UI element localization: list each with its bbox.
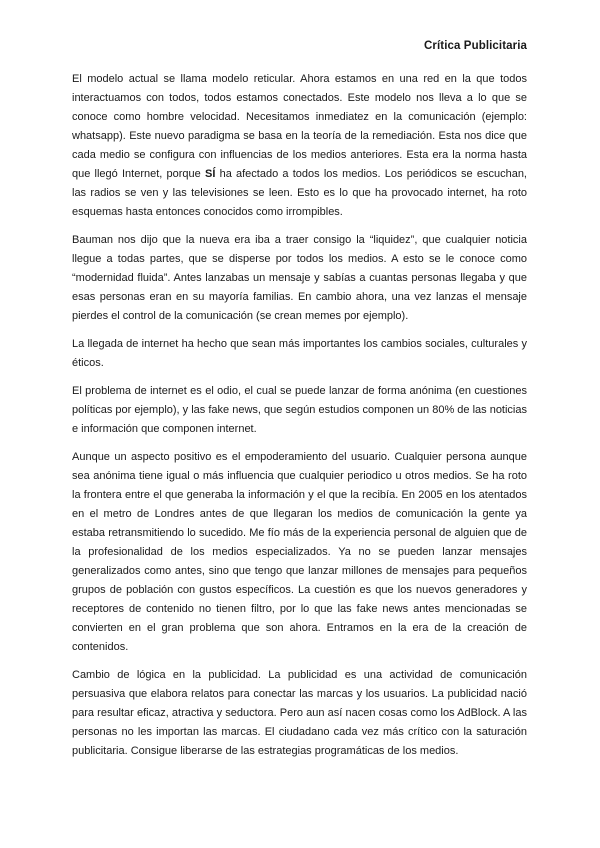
paragraph-reticular-model xyxy=(72,70,527,222)
paragraph-text: ha afectado a todos los medios. Los periódicos se escuchan, las radios se ven y las televisiones se leen. Esto es lo que ha provocado internet, ha roto esquemas hasta entonces conocidos como irrompibles. xyxy=(72,168,527,218)
paragraph-bauman-liquidity: Bauman nos dijo que la nueva era iba a traer consigo la “liquidez”, que cualquier noticia llegue a todas partes, que se disperse por todos los medios. A esto se le conoce como “modernidad fluida”. Antes lanzabas un mensaje y sabías a cuantas personas llegaba y que esas personas eran en su mayoría familias. En cambio ahora, una vez lanzas el mensaje pierdes el control de la comunicación (se crean memes por ejemplo). xyxy=(72,234,527,322)
page-header-title: Crítica Publicitaria xyxy=(424,40,527,52)
paragraph-text: El modelo actual se llama modelo reticular. Ahora estamos en una red en la que todos interactuamos con todos, todos estamos conectados. Este modelo nos lleva a lo que se conoce como hombre velocidad. Necesitamos inmediatez en la comunicación (ejemplo: whatsapp). Este nuevo paradigma se basa en la teoría de la remediación. Esta nos dice que cada medio se configura con influencias de los medios anteriores. Esta era la norma hasta que llegó Internet, porque xyxy=(72,73,527,180)
paragraph-user-empowerment: Aunque un aspecto positivo es el empoderamiento del usuario. Cualquier persona aunque sea anónima tiene igual o más influencia que cualquier periodico u otros medios. Se ha roto la frontera entre el que generaba la información y el que la recibía. En 2005 en los atentados en el metro de Londres antes de que llegaran los medios de comunicación la gente ya estaba retransmitiendo lo sucedido. Me fío más de la experiencia personal de alguien que de la profesionalidad de los medios especializados. Ya no se pueden lanzar mensajes generalizados como antes, sino que tengo que lanzar millones de mensajes para pequeños grupos de población con gustos específicos. La cuestión es que los nuevos generadores y receptores de contenido no tienen filtro, por lo que las fake news antes mencionadas se convierten en el gran problema que son ahora. Entramos en la era de la creación de contenidos. xyxy=(72,451,527,653)
document-page xyxy=(72,40,527,770)
emphasis-text: SÍ xyxy=(204,168,216,180)
paragraph-internet-problems: El problema de internet es el odio, el cual se puede lanzar de forma anónima (en cuestiones políticas por ejemplo), y las fake news, que según estudios componen un 80% de las noticias e información que componen internet. xyxy=(72,385,527,435)
paragraph-advertising-logic: Cambio de lógica en la publicidad. La publicidad es una actividad de comunicación persuasiva que elabora relatos para conectar las marcas y los usuarios. La publicidad nació para resultar eficaz, atractiva y seductora. Pero aun así nacen cosas como los AdBlock. A las personas no les importan las marcas. El ciudadano cada vez más crítico con la saturación publicitaria. Consigue liberarse de las estrategias programáticas de los medios. xyxy=(72,669,527,757)
paragraph-internet-changes: La llegada de internet ha hecho que sean más importantes los cambios sociales, culturales y éticos. xyxy=(72,338,527,369)
